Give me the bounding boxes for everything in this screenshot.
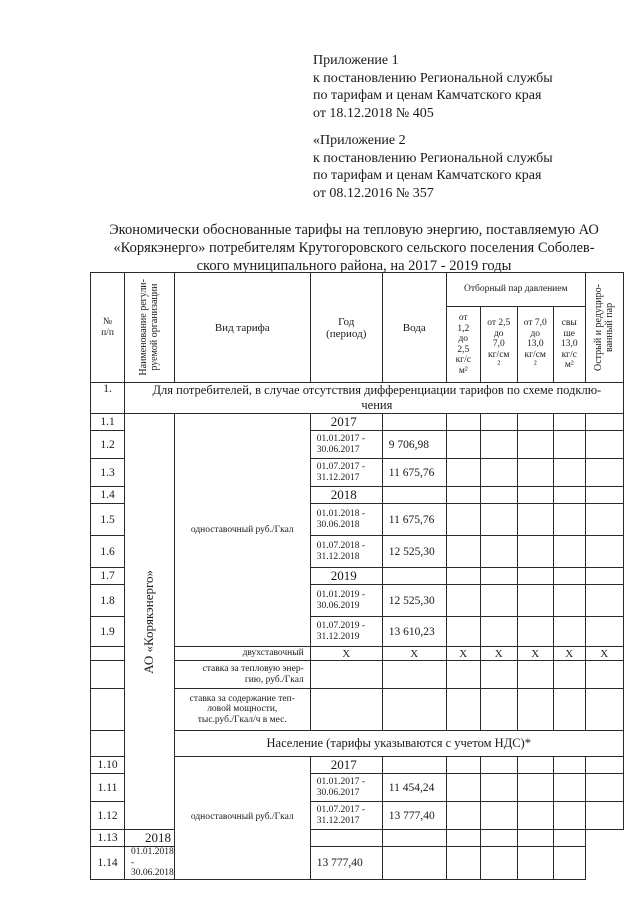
x-mark: Х — [446, 647, 480, 661]
header-line: к постановлению Региональной службы — [313, 150, 553, 166]
single-rate-label: одноставочный руб./Гкал — [174, 414, 310, 647]
period-cell: 2019 — [310, 568, 382, 585]
section-number: 1. — [91, 383, 125, 414]
header-line: по тарифам и ценам Камчатского края — [313, 168, 542, 183]
row-number: 1.3 — [91, 459, 125, 487]
period-cell: 2018 — [125, 830, 175, 847]
x-mark: Х — [585, 647, 623, 661]
water-value: 11 454,24 — [382, 774, 446, 802]
water-value — [382, 487, 446, 504]
water-value: 13 777,40 — [382, 802, 446, 830]
col-header-steam-4: свы ше 13,0 кг/с м² — [553, 307, 585, 383]
water-value — [310, 830, 382, 847]
period-cell: 2017 — [310, 757, 382, 774]
water-value — [382, 568, 446, 585]
header-line: по тарифам и ценам Камчатского края — [313, 88, 542, 103]
title-line: «Корякэнерго» потребителям Крутогоровского сельского поселения Соболев- — [113, 240, 595, 256]
appendix-header — [313, 52, 553, 122]
power-rate-label: ставка за содержание теп- ловой мощности, тыс.руб./Гкал/ч в мес. — [174, 689, 310, 731]
header-line: от 08.12.2016 № 357 — [313, 185, 434, 201]
period-cell: 01.07.2017 - 31.12.2017 — [310, 802, 382, 830]
organization-cell: АО «Корякэнерго» — [125, 414, 175, 830]
row-number: 1.5 — [91, 504, 125, 536]
col-header-steam-1: от 1,2 до 2,5 кг/с м² — [446, 307, 480, 383]
row-number: 1.8 — [91, 585, 125, 617]
period-cell: 01.07.2019 - 31.12.2019 — [310, 617, 382, 647]
section-title: Для потребителей, в случае отсутствия дифференциации тарифов по схеме подклю- чения — [125, 383, 624, 414]
col-header-steam-3: от 7,0 до 13,0 кг/см ² — [517, 307, 553, 383]
x-mark: Х — [310, 647, 382, 661]
water-value: 13 777,40 — [310, 847, 382, 880]
title-line: ского муниципального района, на 2017 - 2019 годы — [196, 258, 512, 274]
period-cell: 01.01.2019 - 30.06.2019 — [310, 585, 382, 617]
appendix-header-previous — [313, 132, 553, 202]
section-title: Население (тарифы указываются с учетом НДС)* — [174, 731, 623, 757]
title-line: Экономически обоснованные тарифы на тепловую энергию, поставляемую АО — [109, 222, 599, 238]
document-title — [84, 221, 624, 275]
x-mark: Х — [480, 647, 517, 661]
col-header-water: Вода — [382, 273, 446, 383]
water-value — [382, 414, 446, 431]
header-line: «Приложение 2 — [313, 133, 406, 148]
period-cell: 01.01.2017 - 30.06.2017 — [310, 431, 382, 459]
col-header-type: Вид тарифа — [174, 273, 310, 383]
row-number: 1.6 — [91, 536, 125, 568]
row-number: 1.7 — [91, 568, 125, 585]
col-header-steam: Отборный пар давлением — [446, 273, 585, 307]
period-cell: 01.07.2017 - 31.12.2017 — [310, 459, 382, 487]
header-line: к постановлению Региональной службы — [313, 70, 553, 86]
col-header-num: № п/п — [91, 273, 125, 383]
tariff-table — [90, 272, 624, 880]
row-number: 1.9 — [91, 617, 125, 647]
header-line: от 18.12.2018 № 405 — [313, 105, 434, 121]
two-rate-label: двухставочный — [174, 647, 310, 661]
period-cell: 01.01.2018 - 30.06.2018 — [125, 847, 175, 880]
x-mark: Х — [553, 647, 585, 661]
header-line: Приложение 1 — [313, 53, 399, 68]
period-cell: 2018 — [310, 487, 382, 504]
heat-rate-label: ставка за тепловую энер- гию, руб./Гкал — [174, 661, 310, 689]
row-number: 1.2 — [91, 431, 125, 459]
water-value: 12 525,30 — [382, 536, 446, 568]
water-value: 11 675,76 — [382, 504, 446, 536]
row-number: 1.14 — [91, 847, 125, 880]
row-number: 1.1 — [91, 414, 125, 431]
row-number: 1.13 — [91, 830, 125, 847]
period-cell: 2017 — [310, 414, 382, 431]
period-cell: 01.01.2018 - 30.06.2018 — [310, 504, 382, 536]
x-mark: Х — [382, 647, 446, 661]
period-cell: 01.07.2018 - 31.12.2018 — [310, 536, 382, 568]
single-rate-label: одноставочный руб./Гкал — [174, 757, 310, 880]
row-number: 1.11 — [91, 774, 125, 802]
x-mark: Х — [517, 647, 553, 661]
col-header-year: Год (период) — [310, 273, 382, 383]
row-number: 1.10 — [91, 757, 125, 774]
water-value: 11 675,76 — [382, 459, 446, 487]
col-header-sharp-steam: Острый и редуциро- ванный пар — [585, 273, 623, 383]
row-number: 1.12 — [91, 802, 125, 830]
row-number: 1.4 — [91, 487, 125, 504]
water-value — [382, 757, 446, 774]
col-header-steam-2: от 2,5 до 7,0 кг/см ² — [480, 307, 517, 383]
water-value: 12 525,30 — [382, 585, 446, 617]
water-value: 9 706,98 — [382, 431, 446, 459]
col-header-org: Наименование регули- руемой организации — [125, 273, 175, 383]
period-cell: 01.01.2017 - 30.06.2017 — [310, 774, 382, 802]
water-value: 13 610,23 — [382, 617, 446, 647]
